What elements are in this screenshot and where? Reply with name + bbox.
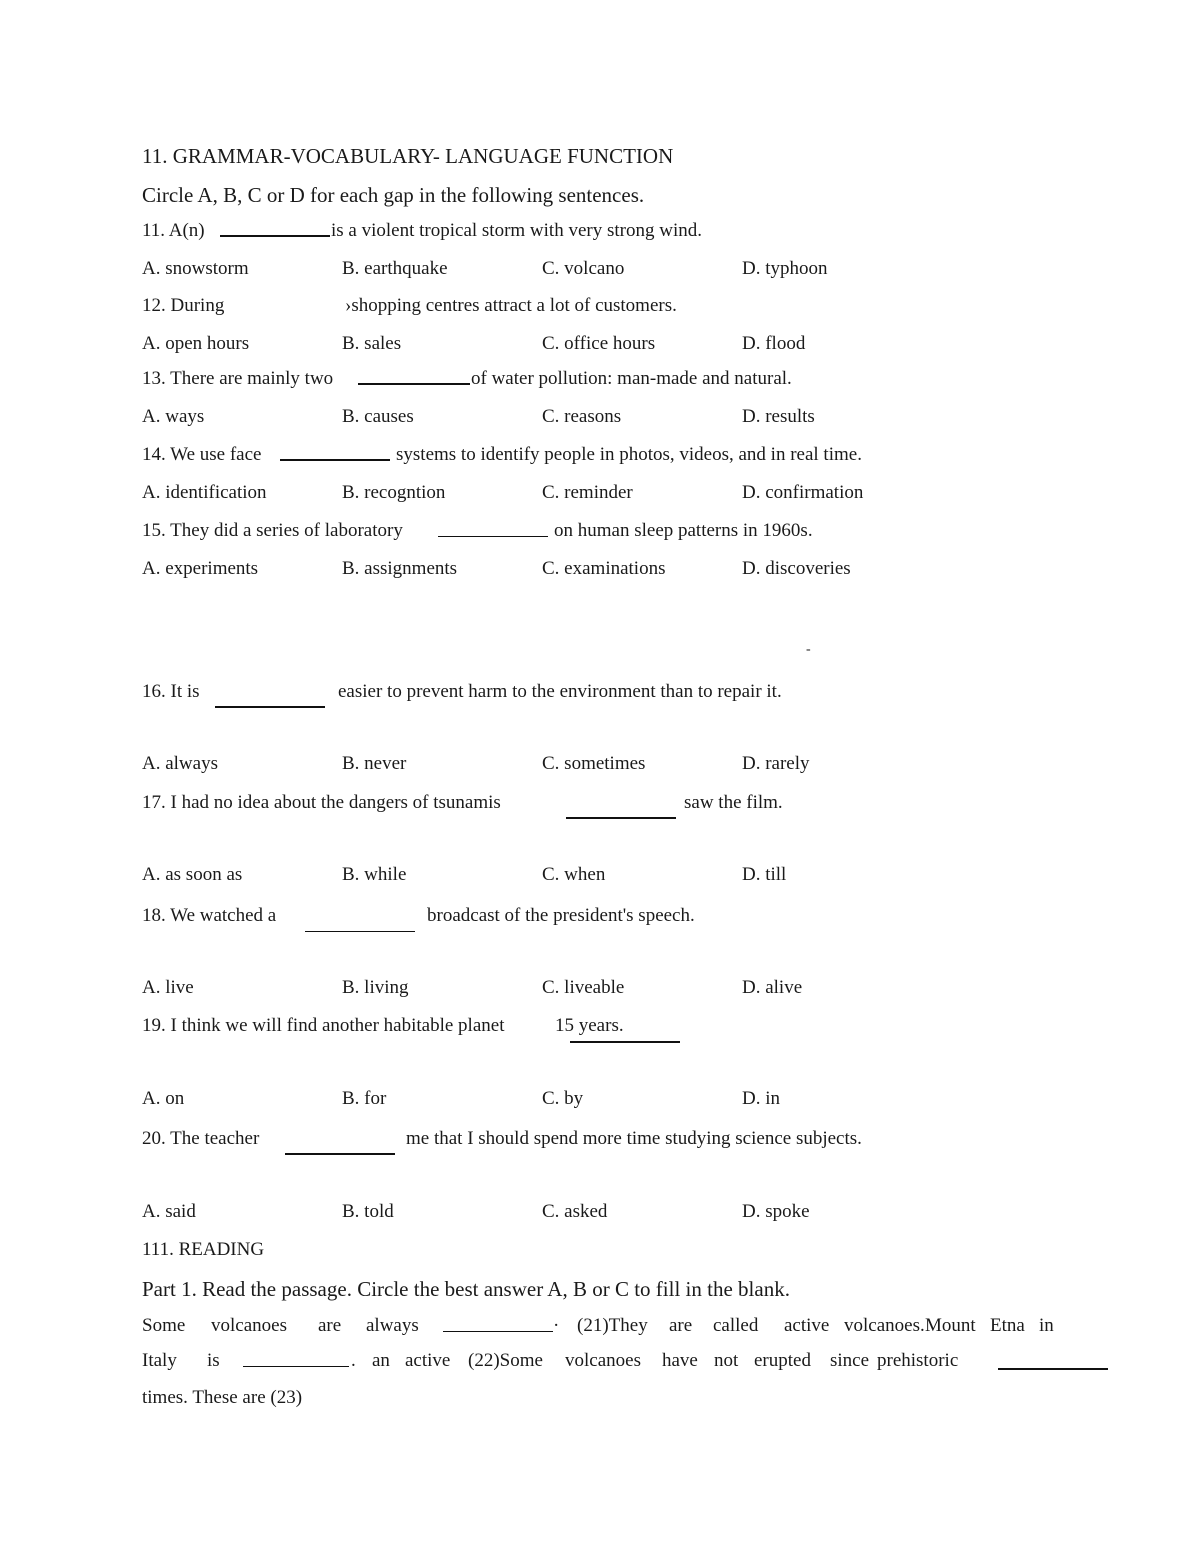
option-b[interactable]: B. recogntion [342,482,446,503]
option-c[interactable]: C. volcano [542,258,625,279]
question-13-tail: of water pollution: man-made and natural. [471,368,792,389]
option-d[interactable]: D. typhoon [742,258,828,279]
option-c[interactable]: C. when [542,864,606,885]
question-18-lead: 18. We watched a [142,905,277,926]
stray-mark: - [806,642,811,657]
option-b[interactable]: B. sales [342,333,402,354]
question-11-tail: is a violent tropical storm with very strong wind. [331,220,702,241]
option-b[interactable]: B. assignments [342,558,458,579]
passage-word: volcanoes. [844,1315,925,1336]
option-a[interactable]: A. snowstorm [142,258,249,279]
passage-word: active [784,1315,830,1336]
option-d[interactable]: D. confirmation [742,482,864,503]
question-19-tail: 15 years. [555,1015,624,1036]
option-a[interactable]: A. open hours [142,333,250,354]
question-19-lead: 19. I think we will find another habitable planet [142,1015,505,1036]
option-d[interactable]: D. flood [742,333,806,354]
question-17-tail: saw the film. [684,792,783,813]
section-title-grammar: 11. GRAMMAR-VOCABULARY- LANGUAGE FUNCTION [142,144,674,168]
passage-word: (22)Some [468,1350,543,1371]
option-b[interactable]: B. told [342,1201,394,1222]
option-b[interactable]: B. never [342,753,407,774]
passage-line-3: times. These are (23) [142,1387,303,1408]
question-12-lead: 12. During [142,295,225,316]
answer-blank[interactable] [280,459,390,461]
option-a[interactable]: A. always [142,753,218,774]
section-title-reading: 111. READING [142,1239,265,1260]
option-a[interactable]: A. experiments [142,558,259,579]
answer-blank-23[interactable] [998,1368,1108,1370]
passage-word: erupted [754,1350,811,1371]
option-a[interactable]: A. ways [142,406,205,427]
question-16-lead: 16. It is [142,681,200,702]
option-b[interactable]: B. for [342,1088,387,1109]
passage-word: volcanoes [211,1315,287,1336]
passage-word: not [714,1350,739,1371]
option-d[interactable]: D. till [742,864,787,885]
passage-word: Italy [142,1350,177,1371]
answer-blank[interactable] [285,1153,395,1155]
option-d[interactable]: D. rarely [742,753,810,774]
option-a[interactable]: A. live [142,977,194,998]
question-16-tail: easier to prevent harm to the environment than to repair it. [338,681,782,702]
passage-word: in [1039,1315,1054,1336]
option-c[interactable]: C. asked [542,1201,608,1222]
option-a[interactable]: A. on [142,1088,185,1109]
question-15-tail: on human sleep patterns in 1960s. [554,520,813,541]
answer-blank[interactable] [215,706,325,708]
part1-instruction: Part 1. Read the passage. Circle the best answer A, B or C to fill in the blank. [142,1277,790,1301]
passage-word: Mount [925,1315,976,1336]
option-d[interactable]: D. discoveries [742,558,851,579]
passage-word: have [662,1350,698,1371]
passage-word: volcanoes [565,1350,641,1371]
question-15-lead: 15. They did a series of laboratory [142,520,403,541]
option-b[interactable]: B. while [342,864,407,885]
passage-word: Some [142,1315,186,1336]
option-d[interactable]: D. in [742,1088,780,1109]
passage-word: is [207,1350,220,1371]
passage-word: . [351,1350,356,1371]
answer-blank-21[interactable] [443,1331,553,1332]
option-c[interactable]: C. reminder [542,482,633,503]
question-13-lead: 13. There are mainly two [142,368,334,389]
option-c[interactable]: C. sometimes [542,753,646,774]
option-a[interactable]: A. identification [142,482,267,503]
question-14-tail: systems to identify people in photos, videos, and in real time. [396,444,862,465]
passage-word: since [830,1350,870,1371]
answer-blank[interactable] [358,383,470,385]
passage-word: called [713,1315,759,1336]
option-b[interactable]: B. causes [342,406,414,427]
option-c[interactable]: C. reasons [542,406,622,427]
answer-blank[interactable] [438,536,548,537]
passage-word: always [366,1315,419,1336]
option-c[interactable]: C. by [542,1088,584,1109]
answer-blank[interactable] [305,931,415,932]
question-20-lead: 20. The teacher [142,1128,260,1149]
question-11-lead: 11. A(n) [142,220,205,241]
answer-blank[interactable] [243,1366,349,1367]
passage-word: are [318,1315,342,1336]
answer-blank[interactable] [570,1041,680,1043]
passage-word: an [372,1350,390,1371]
option-c[interactable]: C. liveable [542,977,625,998]
option-b[interactable]: B. living [342,977,409,998]
passage-word: prehistoric [877,1350,959,1371]
question-17-lead: 17. I had no idea about the dangers of tsunamis [142,792,501,813]
answer-blank[interactable] [566,817,676,819]
question-14-lead: 14. We use face [142,444,262,465]
option-a[interactable]: A. as soon as [142,864,243,885]
option-d[interactable]: D. results [742,406,815,427]
option-c[interactable]: C. office hours [542,333,656,354]
instruction-text: Circle A, B, C or D for each gap in the following sentences. [142,183,645,207]
question-12-tail: ›shopping centres attract a lot of customers. [345,295,677,316]
option-d[interactable]: D. alive [742,977,803,998]
passage-word: (21)They [577,1315,648,1336]
passage-word: active [405,1350,451,1371]
option-b[interactable]: B. earthquake [342,258,448,279]
option-c[interactable]: C. examinations [542,558,666,579]
passage-word: · [553,1315,560,1336]
answer-blank[interactable] [220,235,330,237]
option-a[interactable]: A. said [142,1201,196,1222]
passage-word: are [669,1315,693,1336]
question-20-tail: me that I should spend more time studying science subjects. [406,1128,862,1149]
option-d[interactable]: D. spoke [742,1201,810,1222]
passage-word: Etna [990,1315,1025,1336]
question-18-tail: broadcast of the president's speech. [427,905,695,926]
